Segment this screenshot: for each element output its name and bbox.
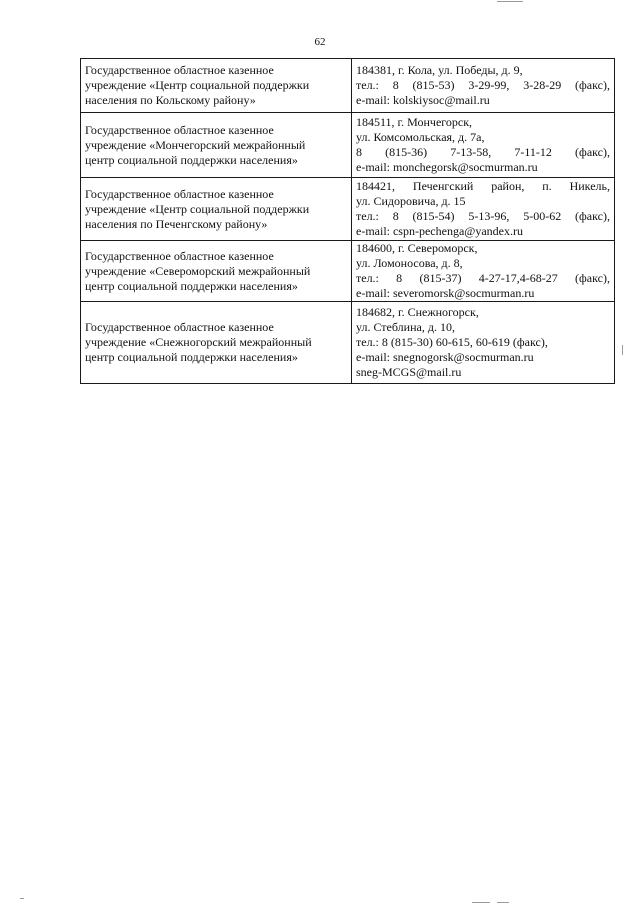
organization-cell [81,241,352,302]
scan-artifact [472,902,490,903]
phone-line: тел.: 8 (815-53) 3-29-99, 3-28-29 (факс), [356,78,610,92]
address-cell [352,59,615,113]
organization-line: Государственное областное казенное [85,186,274,201]
email-line: e-mail: snegnogorsk@socmurman.ru [356,350,534,364]
organization-cell [81,302,352,384]
address-line: ул. Ломоносова, д. 8, [356,256,463,270]
address-line: 184682, г. Снежногорск, [356,305,479,319]
address-cell [352,241,615,302]
address-line: 184511, г. Мончегорск, [356,115,473,129]
organization-line: учреждение «Центр социальной поддержки [85,201,310,216]
organization-line: учреждение «Снежногорский межрайонный [85,335,312,349]
table-row [81,113,615,178]
address-line: ул. Стеблина, д. 10, [356,320,455,334]
organization-line: центр социальной поддержки населения» [85,350,298,364]
email-line: e-mail: severomorsk@socmurman.ru [356,286,535,300]
address-cell [352,302,615,384]
table-row [81,302,615,384]
organization-line: Государственное областное казенное [85,122,274,137]
table-row [81,59,615,113]
table-row [81,178,615,241]
organization-line: учреждение «Центр социальной поддержки [85,78,310,92]
contacts-table [80,58,615,384]
scan-artifact [622,345,623,355]
address-line: ул. Сидоровича, д. 15 [356,194,466,208]
address-line: ул. Комсомольская, д. 7а, [356,130,485,144]
email-line: e-mail: cspn-pechenga@yandex.ru [356,224,523,238]
organization-line: Государственное областное казенное [85,320,274,334]
phone-line: тел.: 8 (815-54) 5-13-96, 5-00-62 (факс), [356,209,610,223]
email-line: e-mail: monchegorsk@socmurman.ru [356,160,538,174]
organization-line: населения по Кольскому району» [85,93,256,107]
organization-line: учреждение «Мончегорский межрайонный [85,137,306,152]
organization-line: учреждение «Североморский межрайонный [85,263,311,278]
organization-line: Государственное областное казенное [85,63,274,77]
organization-line: центр социальной поддержки населения» [85,278,298,293]
page-number: 62 [314,36,326,48]
address-cell [352,178,615,241]
scan-artifact [497,1,523,2]
email-line: sneg-MCGS@mail.ru [356,365,462,379]
table-row [81,241,615,302]
address-line: 184421, Печенгский район, п. Никель, [356,179,610,193]
organization-line: центр социальной поддержки населения» [85,152,298,167]
scan-artifact [497,902,509,903]
phone-line: 8 (815-36) 7-13-58, 7-11-12 (факс), [356,145,610,159]
phone-line: тел.: 8 (815-30) 60-615, 60-619 (факс), [356,335,548,349]
address-line: 184600, г. Североморск, [356,241,478,255]
organization-line: населения по Печенгскому району» [85,216,268,231]
organization-line: Государственное областное казенное [85,248,274,263]
organization-cell [81,178,352,241]
scan-artifact [20,898,24,899]
email-line: e-mail: kolskiysoc@mail.ru [356,93,490,107]
organization-cell [81,59,352,113]
phone-line: тел.: 8 (815-37) 4-27-17,4-68-27 (факс), [356,271,610,285]
address-cell [352,113,615,178]
organization-cell [81,113,352,178]
address-line: 184381, г. Кола, ул. Победы, д. 9, [356,63,523,77]
